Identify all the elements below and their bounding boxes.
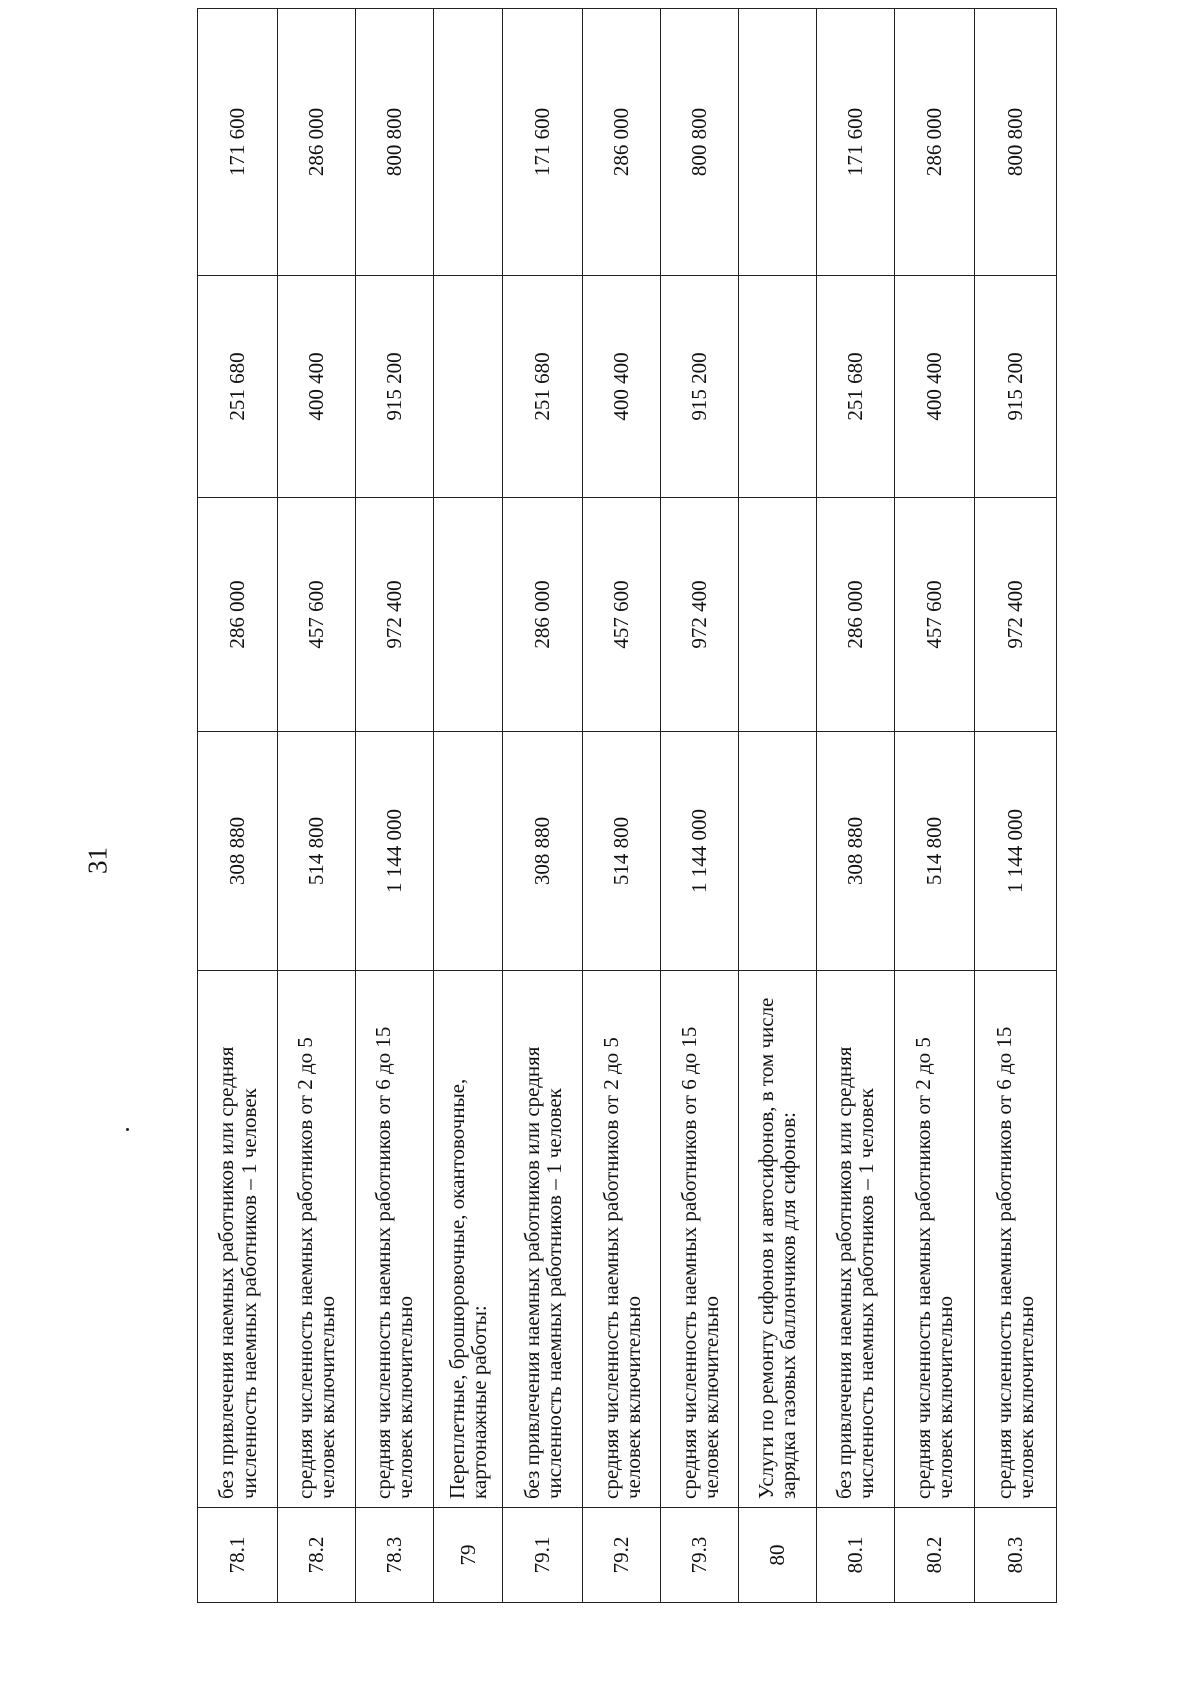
rotated-table-frame [197,107,1057,1603]
value-cell-v2: 457 600 [583,498,661,732]
value-cell-v3: 915 200 [661,276,739,498]
table-row [894,9,974,1603]
table-row [583,9,661,1603]
value-cell-v2: 286 000 [503,498,583,732]
row-description: Услуги по ремонту сифонов и автосифонов, в том числе зарядка газовых баллончиков для сифонов: [739,971,817,1508]
row-description: средняя численность наемных работников от 2 до 5 человек включительно [583,971,661,1508]
value-cell-v2: 286 000 [816,498,894,732]
value-cell-v1: 308 880 [503,732,583,971]
tariff-table [197,8,1057,1603]
value-cell-v3: 251 680 [198,276,278,498]
value-cell-v2: 457 600 [894,498,974,732]
value-cell-v4: 171 600 [503,9,583,276]
row-number: 79.2 [583,1508,661,1603]
value-cell-v2 [739,498,817,732]
row-number: 80 [739,1508,817,1603]
row-number: 78.2 [278,1508,356,1603]
value-cell-v2: 972 400 [661,498,739,732]
row-number: 80.3 [974,1508,1056,1603]
value-cell-v4: 171 600 [198,9,278,276]
value-cell-v1 [739,732,817,971]
value-cell-v1: 308 880 [816,732,894,971]
row-description: средняя численность наемных работников от 2 до 5 человек включительно [278,971,356,1508]
value-cell-v3: 400 400 [583,276,661,498]
value-cell-v3: 915 200 [355,276,433,498]
value-cell-v3 [739,276,817,498]
value-cell-v4: 286 000 [894,9,974,276]
value-cell-v1 [433,732,502,971]
row-number: 78.3 [355,1508,433,1603]
value-cell-v3: 915 200 [974,276,1056,498]
value-cell-v4: 286 000 [583,9,661,276]
row-number: 79 [433,1508,502,1603]
value-cell-v2 [433,498,502,732]
table-row [503,9,583,1603]
page-number: 31 [82,847,113,874]
value-cell-v4: 800 800 [661,9,739,276]
table-body [198,9,1057,1603]
row-description: средняя численность наемных работников от 6 до 15 человек включительно [355,971,433,1508]
value-cell-v1: 1 144 000 [355,732,433,971]
table-row [198,9,278,1603]
value-cell-v1: 514 800 [278,732,356,971]
table-row [661,9,739,1603]
value-cell-v3 [433,276,502,498]
value-cell-v4: 800 800 [355,9,433,276]
table-row [278,9,356,1603]
row-description: без привлечения наемных работников или средняя численность наемных работников – 1 человек [816,971,894,1508]
value-cell-v4: 171 600 [816,9,894,276]
value-cell-v2: 457 600 [278,498,356,732]
value-cell-v1: 514 800 [583,732,661,971]
value-cell-v2: 972 400 [355,498,433,732]
value-cell-v2: 286 000 [198,498,278,732]
value-cell-v1: 308 880 [198,732,278,971]
value-cell-v1: 1 144 000 [974,732,1056,971]
value-cell-v1: 514 800 [894,732,974,971]
value-cell-v3: 400 400 [278,276,356,498]
row-description: без привлечения наемных работников или средняя численность наемных работников – 1 человек [503,971,583,1508]
row-description: без привлечения наемных работников или средняя численность наемных работников – 1 человек [198,971,278,1508]
row-number: 79.1 [503,1508,583,1603]
value-cell-v3: 400 400 [894,276,974,498]
row-number: 78.1 [198,1508,278,1603]
row-description: средняя численность наемных работников от 2 до 5 человек включительно [894,971,974,1508]
table-row [974,9,1056,1603]
scan-speck [126,1128,129,1131]
table-row [816,9,894,1603]
row-number: 79.3 [661,1508,739,1603]
table-area [197,107,1057,1603]
row-description: средняя численность наемных работников от 6 до 15 человек включительно [974,971,1056,1508]
value-cell-v3: 251 680 [816,276,894,498]
row-description: средняя численность наемных работников от 6 до 15 человек включительно [661,971,739,1508]
value-cell-v3: 251 680 [503,276,583,498]
value-cell-v4 [433,9,502,276]
row-number: 80.1 [816,1508,894,1603]
value-cell-v2: 972 400 [974,498,1056,732]
row-number: 80.2 [894,1508,974,1603]
value-cell-v4 [739,9,817,276]
value-cell-v4: 800 800 [974,9,1056,276]
value-cell-v1: 1 144 000 [661,732,739,971]
table-row [355,9,433,1603]
table-row [739,9,817,1603]
row-description: Переплетные, брошюровочные, окантовочные, картонажные работы: [433,971,502,1508]
value-cell-v4: 286 000 [278,9,356,276]
table-row [433,9,502,1603]
